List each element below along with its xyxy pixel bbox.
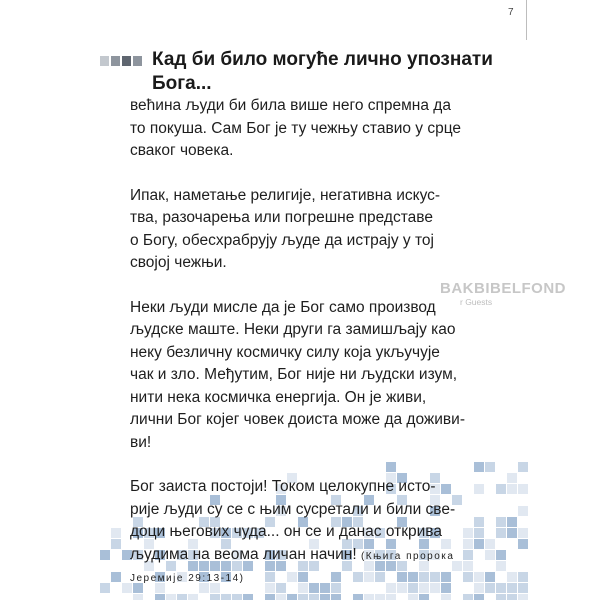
text-line: људске маште. Неки други га замишљају као <box>130 321 456 338</box>
text-line: неку безличну космичку силу која укључује <box>130 343 440 361</box>
text-line: Ипак, наметање религије, негативна искус- <box>130 186 441 204</box>
paragraph-2 <box>130 185 530 275</box>
paragraph-4 <box>130 476 530 591</box>
watermark <box>430 280 566 310</box>
page-edge-line <box>526 0 527 40</box>
text-line: чак и зло. Међутим, Бог није ни људски изум, <box>130 366 458 383</box>
heading-squares-icon <box>100 56 142 66</box>
mosaic-tile <box>111 539 121 549</box>
watermark-subtext: r Guests <box>460 297 493 307</box>
text-line: ви! <box>130 433 152 451</box>
square-mid-2 <box>133 56 142 66</box>
text-line: Бог заиста постоји! Током целокупне исто- <box>130 478 436 495</box>
text-line: доци његових чуда... он се и данас открива <box>130 523 442 540</box>
text-line: нити нека космичка енергија. Он је живи, <box>130 388 427 406</box>
text-line-with-reference <box>130 544 530 569</box>
scripture-reference-start: (Књига пророка <box>360 550 455 562</box>
square-mid <box>111 56 120 66</box>
heading-line-1: Кад би било могуће лично упознати <box>152 49 493 70</box>
text-line: већина људи би била више него спремна да <box>130 97 451 114</box>
text-line: о Богу, обесхрабрују људе да истрају у тој <box>130 231 434 249</box>
watermark-logo-text: BAKBIBELFOND <box>440 280 566 297</box>
square-dark <box>122 56 131 66</box>
text-line: тва, разочарења или погрешне представе <box>130 209 433 226</box>
text-line: рије људи су се с њим сусретали и били све- <box>130 500 456 518</box>
text-line: Неки људи мисле да је Бог само производ <box>130 298 436 316</box>
page-number: 7 <box>508 7 514 18</box>
mosaic-tile <box>100 583 110 593</box>
mosaic-tile <box>111 572 121 582</box>
body-text <box>130 95 530 600</box>
text-line: лични Бог којег човек доиста може да доживи- <box>130 411 465 428</box>
paragraph-1 <box>130 95 530 163</box>
text-line: то покуша. Сам Бог је ту чежњу ставио у срце <box>130 119 462 137</box>
mosaic-tile <box>100 550 110 560</box>
paragraph-3 <box>130 297 530 455</box>
square-light <box>100 56 109 66</box>
text-line: својој чежњи. <box>130 254 227 271</box>
text-fragment: људима на веома личан начин! <box>130 545 357 563</box>
heading-line-2: Бога... <box>152 73 212 94</box>
text-line: сваког човека. <box>130 142 234 159</box>
mosaic-tile <box>111 528 121 538</box>
scripture-reference-end: Јеремије 29:13-14) <box>130 573 245 584</box>
page-heading <box>152 48 532 96</box>
